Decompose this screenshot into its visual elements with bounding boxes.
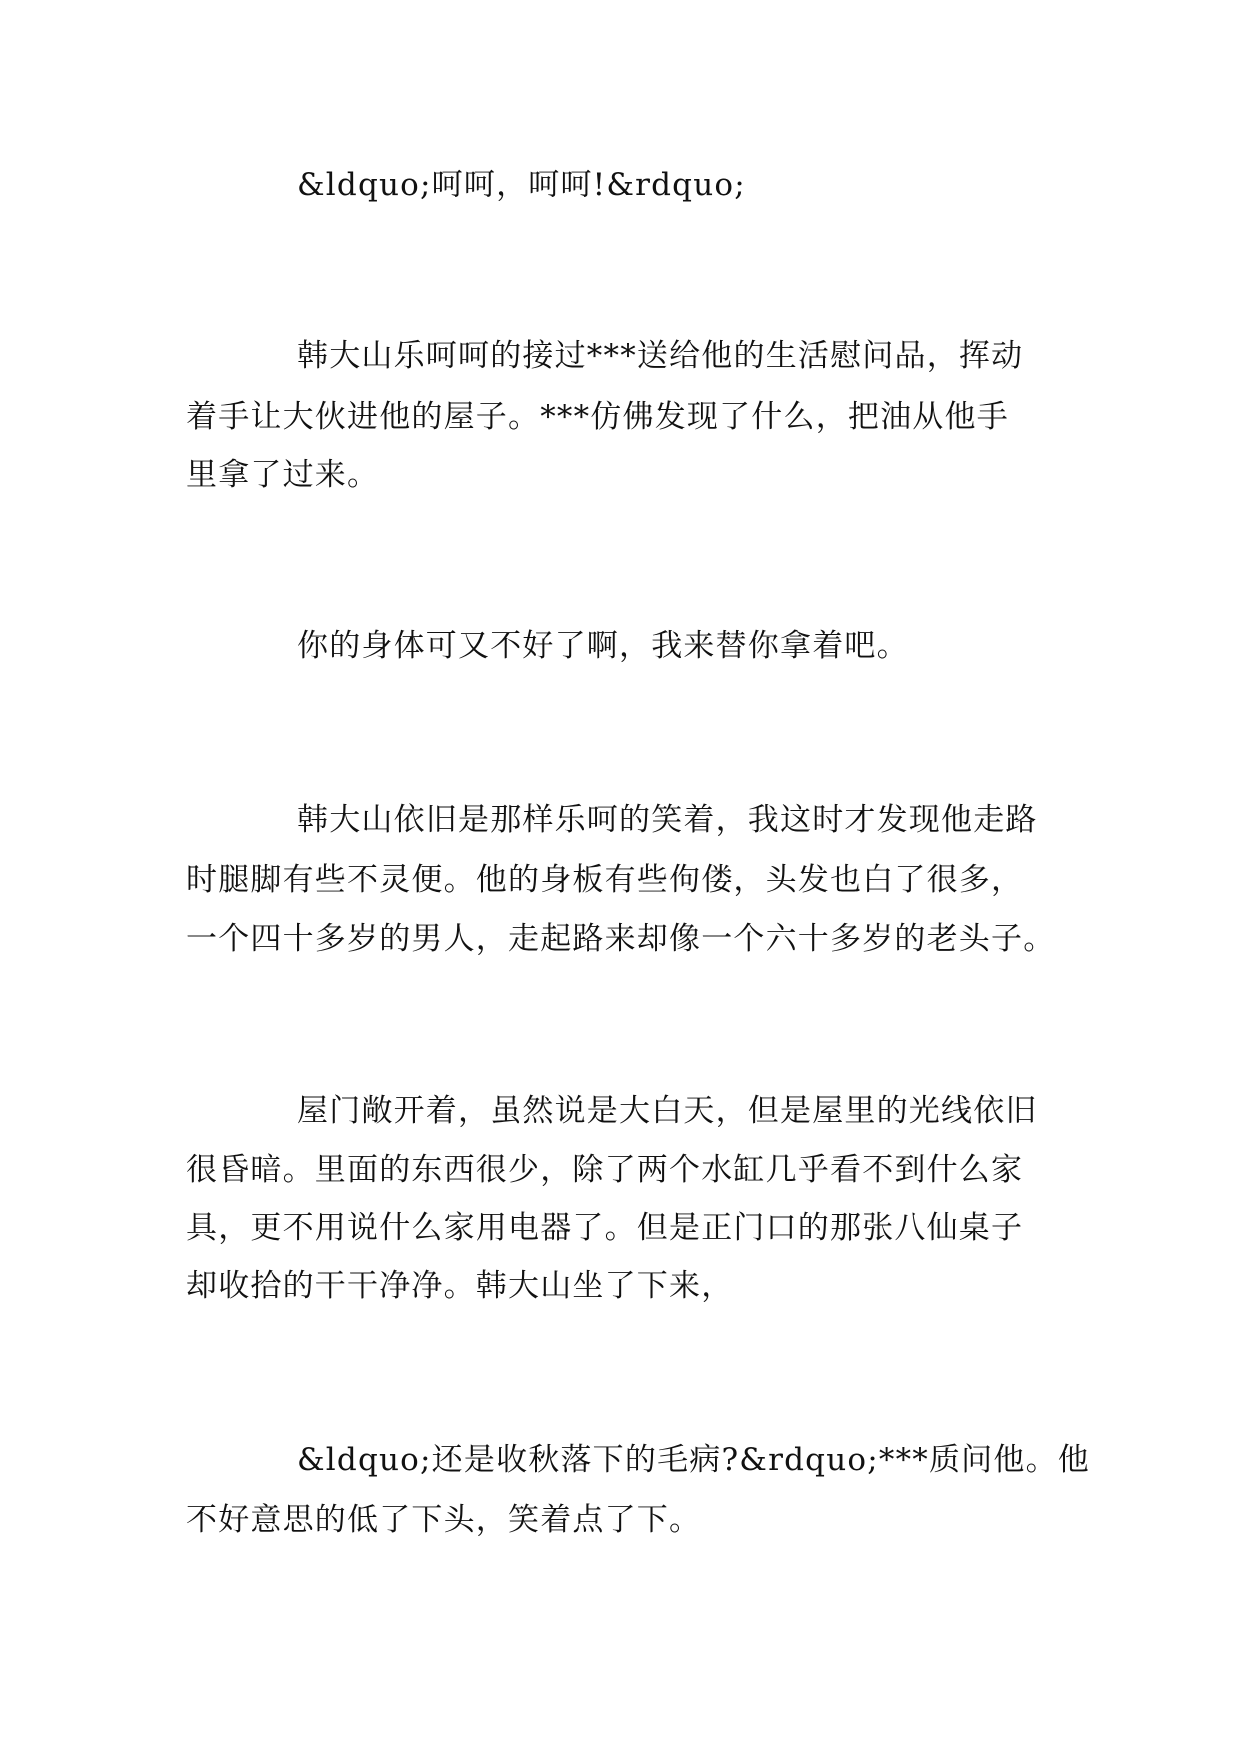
- paragraph-5-line-2: 很昏暗。里面的东西很少，除了两个水缸几乎看不到什么家: [186, 1152, 1024, 1188]
- paragraph-3-line-1: 你的身体可又不好了啊，我来替你拿着吧。: [297, 628, 909, 664]
- paragraph-5-line-3: 具，更不用说什么家用电器了。但是正门口的那张八仙桌子: [186, 1210, 1024, 1246]
- paragraph-4-line-2: 时腿脚有些不灵便。他的身板有些佝偻，头发也白了很多，: [186, 862, 1024, 898]
- paragraph-1-line-1: &ldquo;呵呵，呵呵!&rdquo;: [297, 167, 746, 203]
- paragraph-5-line-4: 却收拾的干干净净。韩大山坐了下来，: [186, 1268, 734, 1304]
- paragraph-4-line-3: 一个四十多岁的男人，走起路来却像一个六十多岁的老头子。: [186, 921, 1056, 957]
- paragraph-5-line-1: 屋门敞开着，虽然说是大白天，但是屋里的光线依旧: [297, 1093, 1038, 1129]
- paragraph-4-line-1: 韩大山依旧是那样乐呵的笑着，我这时才发现他走路: [297, 802, 1038, 838]
- paragraph-6-line-2: 不好意思的低了下头，笑着点了下。: [186, 1502, 702, 1538]
- paragraph-2-line-2: 着手让大伙进他的屋子。***仿佛发现了什么，把油从他手: [186, 399, 1009, 435]
- paragraph-6-line-1: &ldquo;还是收秋落下的毛病?&rdquo;***质问他。他: [297, 1442, 1090, 1478]
- paragraph-2-line-3: 里拿了过来。: [186, 457, 380, 493]
- paragraph-2-line-1: 韩大山乐呵呵的接过***送给他的生活慰问品，挥动: [297, 338, 1024, 374]
